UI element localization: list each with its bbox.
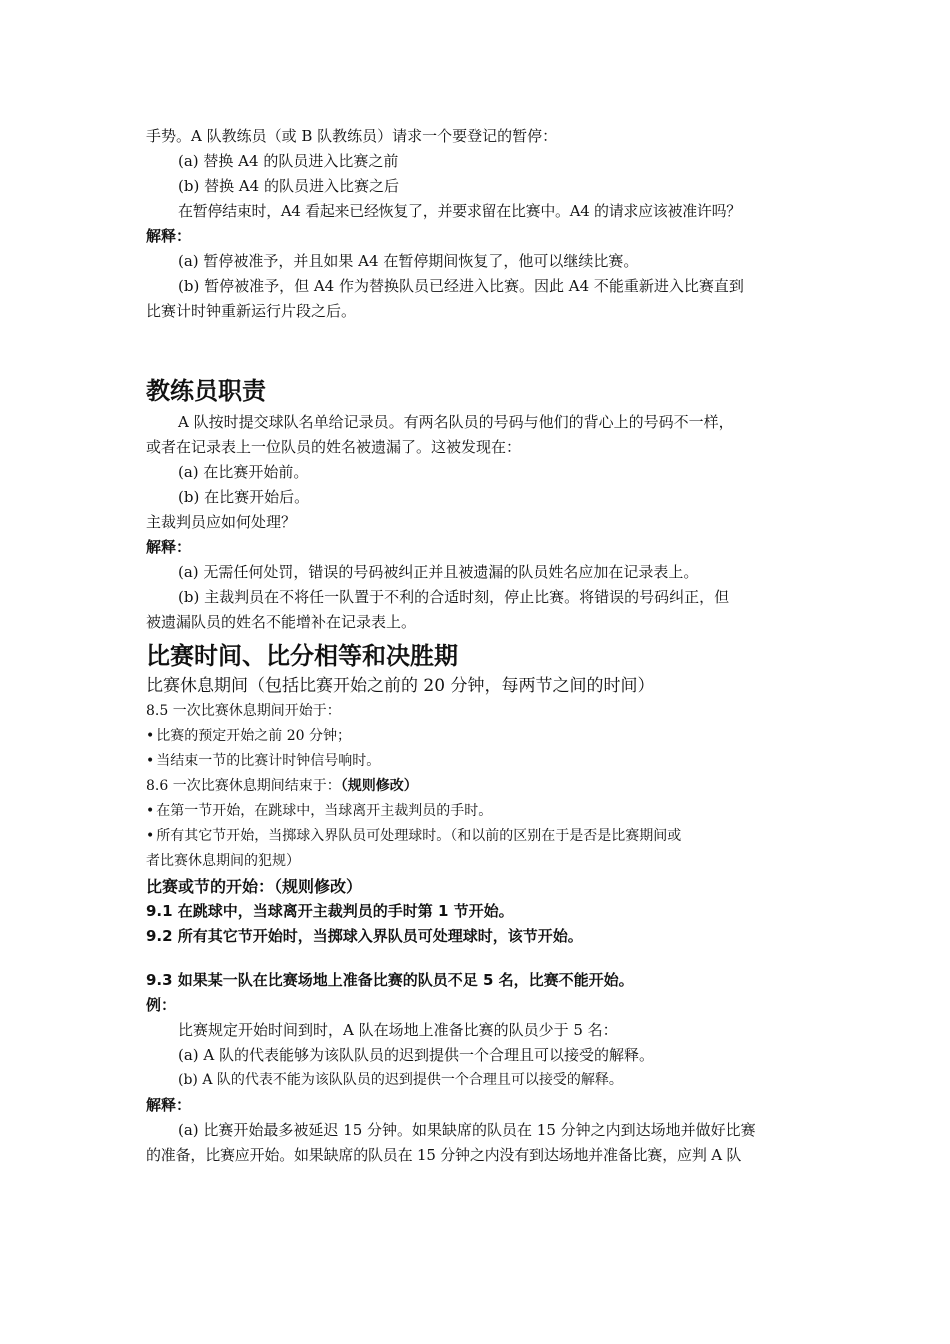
bullet-item: • 比赛的预定开始之前 20 分钟； — [146, 724, 814, 749]
answer-b-line1: (b) 暂停被准予，但 A4 作为替换队员已经进入比赛。因此 A4 不能重新进入比赛直到 — [178, 277, 744, 295]
bullet-item-cont: 者比赛休息期间的犯规） — [146, 853, 300, 869]
explain-label: 解释： — [146, 227, 192, 245]
rule-8-6-text: 8.6 一次比赛休息期间结束于： — [146, 778, 341, 794]
rule-8-5: 8.5 一次比赛休息期间开始于： — [146, 703, 341, 719]
section-heading-time: 比赛时间、比分相等和决胜期 — [146, 642, 458, 670]
bullet-item: • 所有其它节开始，当掷球入界队员可处理球时。（和以前的区别在于是否是比赛期间或 — [146, 824, 814, 849]
option-b: (b) 在比赛开始后。 — [178, 488, 310, 506]
option-b: (b) 替换 A4 的队员进入比赛之后 — [178, 177, 399, 195]
paragraph: 或者在记录表上一位队员的姓名被遗漏了。这被发现在： — [146, 438, 522, 456]
paragraph: A 队按时提交球队名单给记录员。有两名队员的号码与他们的背心上的号码不一样， — [178, 413, 734, 431]
answer-b-line2: 被遗漏队员的姓名不能增补在记录表上。 — [146, 613, 417, 631]
example-b: (b) A 队的代表不能为该队队员的迟到提供一个合理且可以接受的解释。 — [178, 1072, 623, 1088]
section-heading-coach: 教练员职责 — [146, 377, 266, 405]
answer-b-line2: 比赛计时钟重新运行片段之后。 — [146, 302, 357, 320]
answer-a-line1: (a) 比赛开始最多被延迟 15 分钟。如果缺席的队员在 15 分钟之内到达场地并做好比赛 — [178, 1121, 756, 1139]
answer-a: (a) 无需任何处罚，错误的号码被纠正并且被遗漏的队员姓名应加在记录表上。 — [178, 563, 699, 581]
answer-a-line2: 的准备，比赛应开始。如果缺席的队员在 15 分钟之内没有到达场地并准备比赛，应判 A 队 — [146, 1146, 742, 1164]
rule-9-3: 9.3 如果某一队在比赛场地上准备比赛的队员不足 5 名，比赛不能开始。 — [146, 971, 634, 989]
rule-9-2: 9.2 所有其它节开始时，当掷球入界队员可处理球时，该节开始。 — [146, 927, 583, 945]
answer-b-line1: (b) 主裁判员在不将任一队置于不利的合适时刻，停止比赛。将错误的号码纠正，但 — [178, 588, 730, 606]
example-text: 比赛规定开始时间到时，A 队在场地上准备比赛的队员少于 5 名： — [178, 1021, 618, 1039]
subheading: 比赛休息期间（包括比赛开始之前的 20 分钟，每两节之间的时间） — [146, 676, 655, 696]
rule-modified-tag: （规则修改） — [340, 778, 418, 794]
document-page — [146, 124, 814, 1168]
bullet-item: • 当结束一节的比赛计时钟信号响时。 — [146, 749, 814, 774]
question: 在暂停结束时，A4 看起来已经恢复了，并要求留在比赛中。A4 的请求应该被准许吗？ — [178, 202, 741, 220]
example-a: (a) A 队的代表能够为该队队员的迟到提供一个合理且可以接受的解释。 — [178, 1046, 655, 1064]
paragraph: 手势。A 队教练员（或 B 队教练员）请求一个要登记的暂停： — [146, 127, 558, 145]
bullet-item: • 在第一节开始，在跳球中，当球离开主裁判员的手时。 — [146, 799, 814, 824]
explain-label: 解释： — [146, 1096, 192, 1114]
answer-a: (a) 暂停被准予，并且如果 A4 在暂停期间恢复了，他可以继续比赛。 — [178, 252, 639, 270]
rule-9-1: 9.1 在跳球中，当球离开主裁判员的手时第 1 节开始。 — [146, 902, 514, 920]
question: 主裁判员应如何处理？ — [146, 513, 297, 531]
example-label: 例： — [146, 996, 177, 1014]
option-a: (a) 替换 A4 的队员进入比赛之前 — [178, 152, 399, 170]
explain-label: 解释： — [146, 538, 192, 556]
rule-8-6 — [146, 774, 814, 799]
start-heading: 比赛或节的开始：（规则修改） — [146, 877, 363, 896]
option-a: (a) 在比赛开始前。 — [178, 463, 309, 481]
